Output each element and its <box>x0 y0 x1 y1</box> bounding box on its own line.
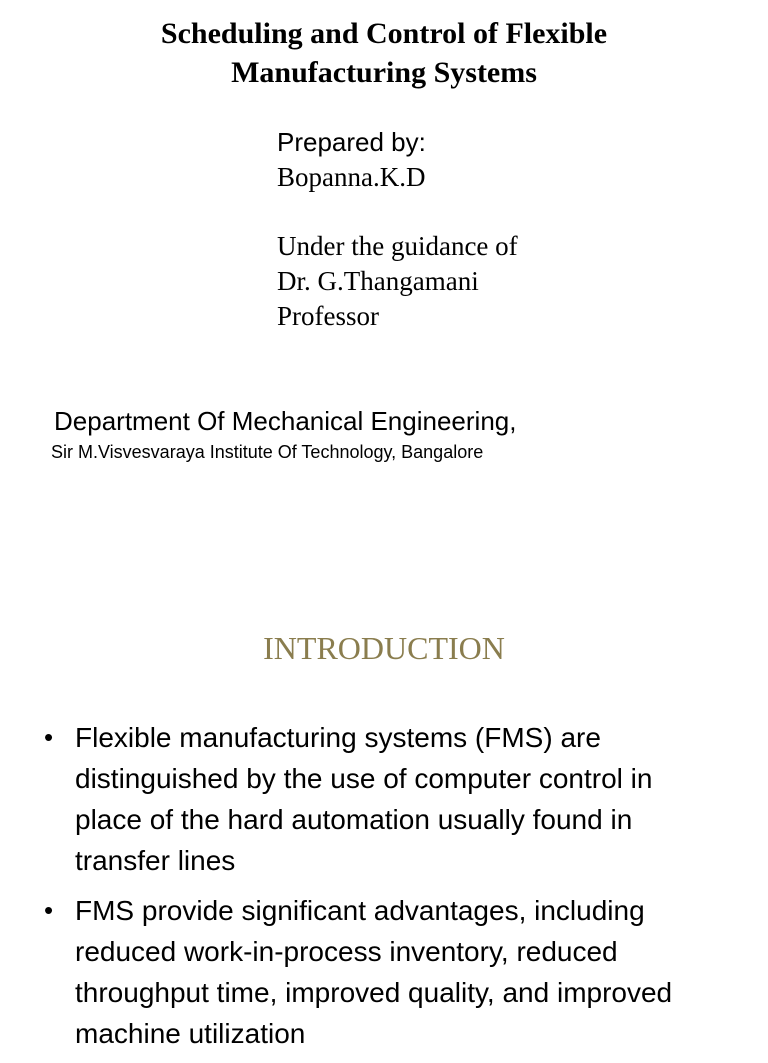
bullet-text: FMS provide significant advantages, including reduced work-in-process inventory, reduced throughput time, improved quality, and improved machine utilization <box>75 895 673 1049</box>
bullet-icon: • <box>44 895 54 925</box>
institute-name: Sir M.Visvesvaraya Institute Of Technology, Bangalore <box>51 442 484 462</box>
prepared-by-label: Prepared by: <box>277 127 426 157</box>
author-name: Bopanna.K.D <box>277 162 426 192</box>
title-line-1: Scheduling and Control of Flexible <box>160 17 608 50</box>
list-item <box>44 890 724 1054</box>
presentation-title <box>0 14 768 92</box>
introduction-slide <box>0 500 768 1049</box>
guide-title: Professor <box>277 301 379 331</box>
bullet-icon: • <box>44 722 54 752</box>
title-line-2: Manufacturing Systems <box>231 56 537 89</box>
introduction-heading: INTRODUCTION <box>263 630 505 666</box>
guidance-label: Under the guidance of <box>277 231 518 261</box>
list-item <box>44 717 724 881</box>
introduction-bullet-list <box>44 717 724 1063</box>
guide-name: Dr. G.Thangamani <box>277 266 479 296</box>
bullet-text: Flexible manufacturing systems (FMS) are distinguished by the use of computer control in place of the hard automation usually found in transfer lines <box>75 722 653 876</box>
department-name: Department Of Mechanical Engineering, <box>54 406 517 436</box>
title-slide <box>0 0 768 500</box>
